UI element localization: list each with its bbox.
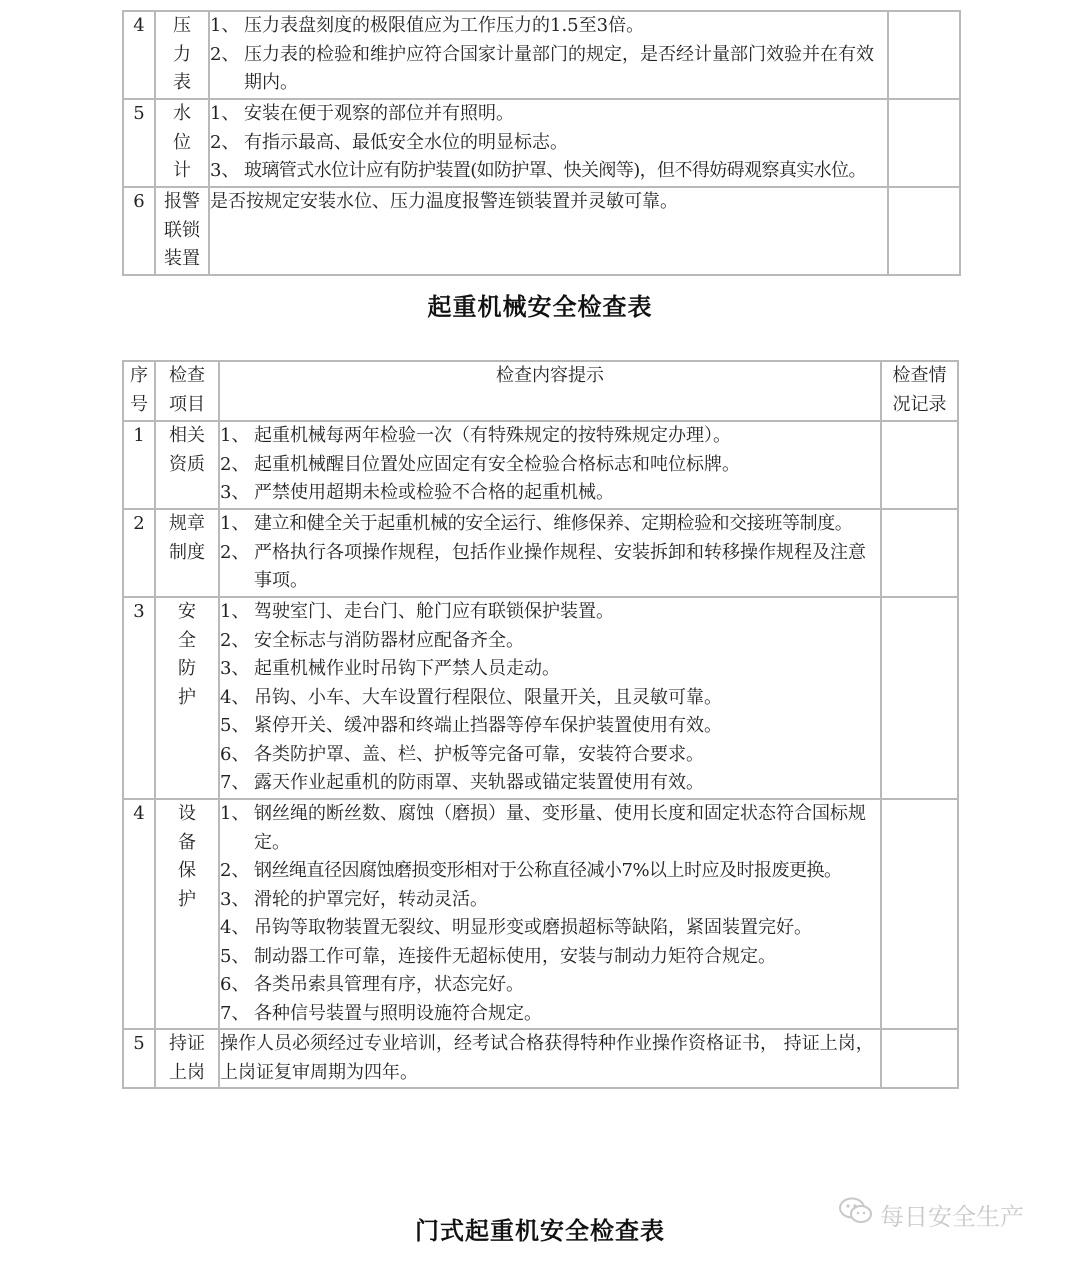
record-cell: [881, 597, 958, 799]
check-content: 操作人员必须经过专业培训，经考试合格获得特种作业操作资格证书， 持证上岗，上岗证复审周期为四年。: [219, 1029, 881, 1088]
check-content: 1、 建立和健全关于起重机械的安全运行、维修保养、定期检验和交接班等制度。 2、 严格执行各项操作规程，包括作业操作规程、安装拆卸和转移操作规程及注意事项。: [219, 509, 881, 597]
table-row: [123, 799, 958, 1029]
check-content: 1、 钢丝绳的断丝数、腐蚀（磨损）量、变形量、使用长度和固定状态符合国标规定。 2、 钢丝绳直径因腐蚀磨损变形相对于公称直径减小7%以上时应及时报废更换。 3、 滑轮的护罩完好，转动灵活。 4、 吊钩等取物装置无裂纹、明显形变或磨损超标等缺陷，紧固装置完好。 5、 制动器工作可靠，连接件无超标使用，安装与制动力矩符合规定。 6、 各类吊索具管理有序，状态完好。 7、 各种信号装置与照明设施符合规定。: [219, 799, 881, 1029]
section-title: 起重机械安全检查表: [427, 293, 653, 321]
watermark-text: 每日安全生产: [880, 1202, 1024, 1231]
check-content: 1、 起重机械每两年检验一次（有特殊规定的按特殊规定办理）。 2、 起重机械醒目位置处应固定有安全检验合格标志和吨位标牌。 3、 严禁使用超期未检或检验不合格的起重机械。: [219, 421, 881, 509]
record-cell: [881, 421, 958, 509]
record-cell: [881, 799, 958, 1029]
row-number: 2: [123, 509, 155, 597]
row-number: 4: [123, 11, 155, 99]
check-content: 是否按规定安装水位、压力温度报警连锁装置并灵敏可靠。: [209, 187, 888, 275]
header-no: 序号: [123, 361, 155, 421]
record-cell: [888, 11, 960, 99]
table-row: [123, 11, 960, 99]
crane-check-table: [122, 360, 959, 1089]
check-item: 相关资质: [155, 421, 219, 509]
section-title: 门式起重机安全检查表: [415, 1217, 665, 1245]
row-number: 5: [123, 1029, 155, 1088]
check-item: 压 力 表: [155, 11, 209, 99]
boiler-check-table: [122, 10, 961, 276]
check-item: 报警联锁装置: [155, 187, 209, 275]
record-cell: [881, 509, 958, 597]
table-row: [123, 1029, 958, 1088]
table-row: [123, 509, 958, 597]
check-item: 水 位 计: [155, 99, 209, 187]
header-row: [123, 361, 958, 421]
check-content: 1、 压力表盘刻度的极限值应为工作压力的1.5至3倍。 2、 压力表的检验和维护应符合国家计量部门的规定，是否经计量部门效验并在有效期内。: [209, 11, 888, 99]
table-row: [123, 99, 960, 187]
check-item: 设 备 保 护: [155, 799, 219, 1029]
row-number: 3: [123, 597, 155, 799]
header-content: 检查内容提示: [219, 361, 881, 421]
table-row: [123, 421, 958, 509]
row-number: 6: [123, 187, 155, 275]
check-content: 1、 驾驶室门、走台门、舱门应有联锁保护装置。 2、 安全标志与消防器材应配备齐全。 3、 起重机械作业时吊钩下严禁人员走动。 4、 吊钩、小车、大车设置行程限位、限量开关，且灵敏可靠。 5、 紧停开关、缓冲器和终端止挡器等停车保护装置使用有效。 6、 各类防护罩、盖、栏、护板等完备可靠，安装符合要求。 7、 露天作业起重机的防雨罩、夹轨器或锚定装置使用有效。: [219, 597, 881, 799]
record-cell: [888, 99, 960, 187]
check-item: 安 全 防 护: [155, 597, 219, 799]
header-record: 检查情况记录: [881, 361, 958, 421]
record-cell: [881, 1029, 958, 1088]
header-item: 检查项目: [155, 361, 219, 421]
check-item: 持证上岗: [155, 1029, 219, 1088]
record-cell: [888, 187, 960, 275]
row-number: 5: [123, 99, 155, 187]
row-number: 1: [123, 421, 155, 509]
check-content: 1、 安装在便于观察的部位并有照明。 2、 有指示最高、最低安全水位的明显标志。 3、 玻璃管式水位计应有防护装置(如防护罩、快关阀等)，但不得妨碍观察真实水位。: [209, 99, 888, 187]
table-row: [123, 187, 960, 275]
row-number: 4: [123, 799, 155, 1029]
table-row: [123, 597, 958, 799]
check-item: 规章制度: [155, 509, 219, 597]
